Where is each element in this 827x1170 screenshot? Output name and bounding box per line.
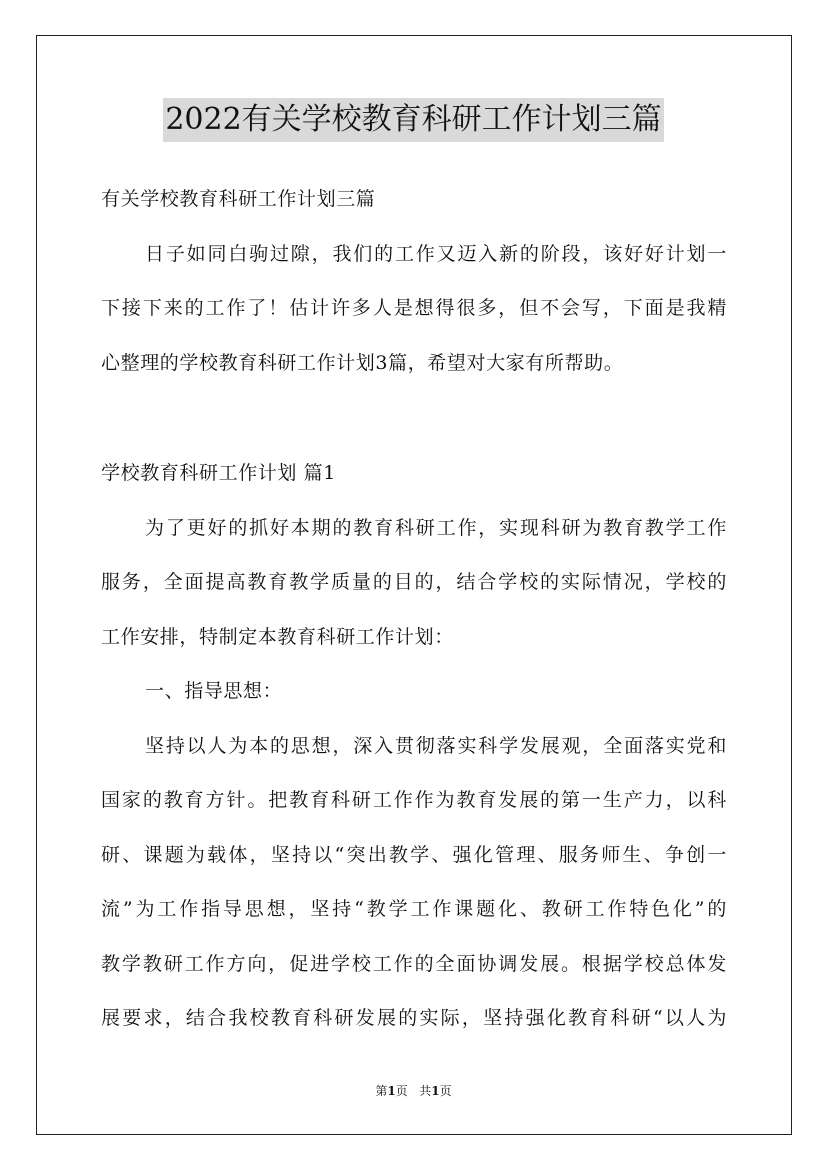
para1-line-2: 服务，全面提高教育教学质量的目的，结合学校的实际情况，学校的 (101, 571, 727, 593)
intro-line-2: 下接下来的工作了！估计许多人是想得很多，但不会写，下面是我精 (101, 297, 727, 319)
document-title: 2022有关学校教育科研工作计划三篇 (163, 98, 663, 142)
para2-line-5: 教学教研工作方向，促进学校工作的全面协调发展。根据学校总体发 (101, 952, 727, 975)
section-heading: 学校教育科研工作计划 篇1 (101, 462, 336, 484)
total-prefix: 共 (419, 1084, 432, 1098)
para1-line-3: 工作安排，特制定本教育科研工作计划： (101, 625, 454, 648)
page-current: 1 (387, 1084, 396, 1098)
para1-line-1: 为了更好的抓好本期的教育科研工作，实现科研为教育教学工作 (145, 516, 727, 539)
subtitle: 有关学校教育科研工作计划三篇 (101, 188, 376, 210)
page-footer (0, 1083, 827, 1099)
para2-line-2: 国家的教育方针。把教育科研工作作为教育发展的第一生产力，以科 (101, 789, 727, 811)
intro-line-1: 日子如同白驹过隙，我们的工作又迈入新的阶段，该好好计划一 (145, 242, 727, 265)
total-suffix: 页 (439, 1084, 452, 1098)
para2-line-3: 研、课题为载体，坚持以“突出教学、强化管理、服务师生、争创一 (101, 843, 727, 866)
page-total: 1 (431, 1084, 440, 1098)
intro-line-3: 心整理的学校教育科研工作计划3篇，希望对大家有所帮助。 (101, 351, 624, 374)
para2-line-1: 坚持以人为本的思想，深入贯彻落实科学发展观，全面落实党和 (145, 734, 727, 757)
paragraph-gap (101, 390, 727, 446)
title-container (0, 98, 827, 142)
para2-line-4: 流”为工作指导思想，坚持“教学工作课题化、教研工作特色化”的 (101, 898, 727, 920)
page-suffix: 页 (395, 1084, 408, 1098)
point1-heading: 一、指导思想： (145, 680, 283, 702)
page-prefix: 第 (375, 1084, 388, 1098)
para2-line-6: 展要求，结合我校教育科研发展的实际，坚持强化教育科研“以人为 (101, 1007, 727, 1029)
document-body (101, 172, 727, 1046)
